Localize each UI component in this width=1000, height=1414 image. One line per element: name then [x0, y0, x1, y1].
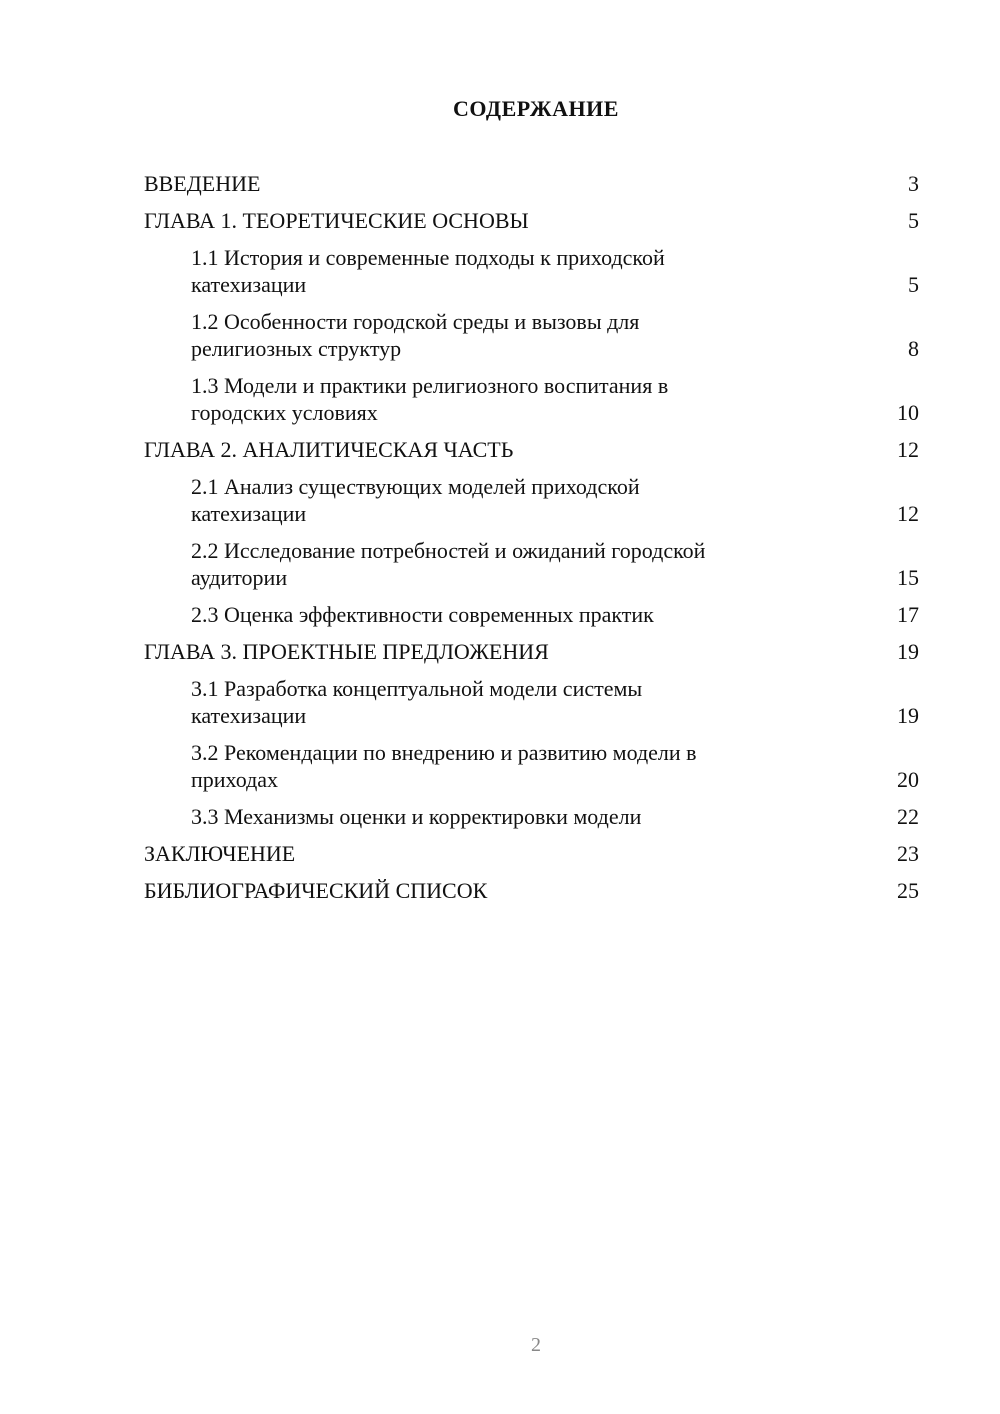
toc-section-entry — [144, 601, 919, 628]
toc-entry-text: ЗАКЛЮЧЕНИЕ — [144, 841, 296, 866]
toc-entry-text: ГЛАВА 1. ТЕОРЕТИЧЕСКИЕ ОСНОВЫ — [144, 208, 529, 233]
toc-section-entry — [144, 308, 919, 362]
toc-chapter-entry — [144, 170, 919, 197]
toc-chapter-entry — [144, 436, 919, 463]
toc-chapter-entry — [144, 207, 919, 234]
toc-entry-page: 19 — [897, 639, 919, 664]
toc-entry-page: 22 — [897, 804, 919, 829]
table-of-contents — [144, 170, 919, 914]
toc-entry-text: 1.3 Модели и практики религиозного воспитания в городских условиях — [191, 373, 669, 425]
toc-section-entry — [144, 537, 919, 591]
toc-chapter-entry — [144, 840, 919, 867]
toc-entry-page: 19 — [897, 703, 919, 728]
toc-entry-page: 3 — [908, 171, 919, 196]
toc-entry-text: 2.3 Оценка эффективности современных практик — [191, 602, 654, 627]
toc-entry-page: 25 — [897, 878, 919, 903]
toc-entry-text: 1.2 Особенности городской среды и вызовы для религиозных структур — [191, 309, 640, 361]
toc-entry-text: 2.1 Анализ существующих моделей приходской катехизации — [191, 474, 640, 526]
toc-entry-page: 12 — [897, 501, 919, 526]
toc-section-entry — [144, 803, 919, 830]
toc-chapter-entry — [144, 638, 919, 665]
toc-section-entry — [144, 739, 919, 793]
toc-entry-text: ВВЕДЕНИЕ — [144, 171, 261, 196]
toc-entry-text: ГЛАВА 2. АНАЛИТИЧЕСКАЯ ЧАСТЬ — [144, 437, 514, 462]
toc-entry-text: 2.2 Исследование потребностей и ожиданий городской аудитории — [191, 538, 706, 590]
toc-section-entry — [144, 372, 919, 426]
toc-entry-page: 20 — [897, 767, 919, 792]
toc-chapter-entry — [144, 877, 919, 904]
toc-entry-text: БИБЛИОГРАФИЧЕСКИЙ СПИСОК — [144, 878, 488, 903]
toc-entry-text: 1.1 История и современные подходы к приходской катехизации — [191, 245, 665, 297]
toc-entry-page: 5 — [908, 208, 919, 233]
toc-entry-page: 5 — [908, 272, 919, 297]
toc-entry-text: 3.1 Разработка концептуальной модели системы катехизации — [191, 676, 643, 728]
toc-entry-text: 3.2 Рекомендации по внедрению и развитию модели в приходах — [191, 740, 697, 792]
toc-entry-text: 3.3 Механизмы оценки и корректировки модели — [191, 804, 642, 829]
toc-section-entry — [144, 675, 919, 729]
toc-entry-page: 23 — [897, 841, 919, 866]
toc-entry-page: 12 — [897, 437, 919, 462]
toc-entry-page: 17 — [897, 602, 919, 627]
toc-entry-page: 15 — [897, 565, 919, 590]
page-number: 2 — [531, 1334, 541, 1356]
toc-section-entry — [144, 473, 919, 527]
toc-entry-page: 10 — [897, 400, 919, 425]
page-title: СОДЕРЖАНИЕ — [453, 96, 619, 121]
toc-section-entry — [144, 244, 919, 298]
toc-entry-page: 8 — [908, 336, 919, 361]
toc-entry-text: ГЛАВА 3. ПРОЕКТНЫЕ ПРЕДЛОЖЕНИЯ — [144, 639, 549, 664]
